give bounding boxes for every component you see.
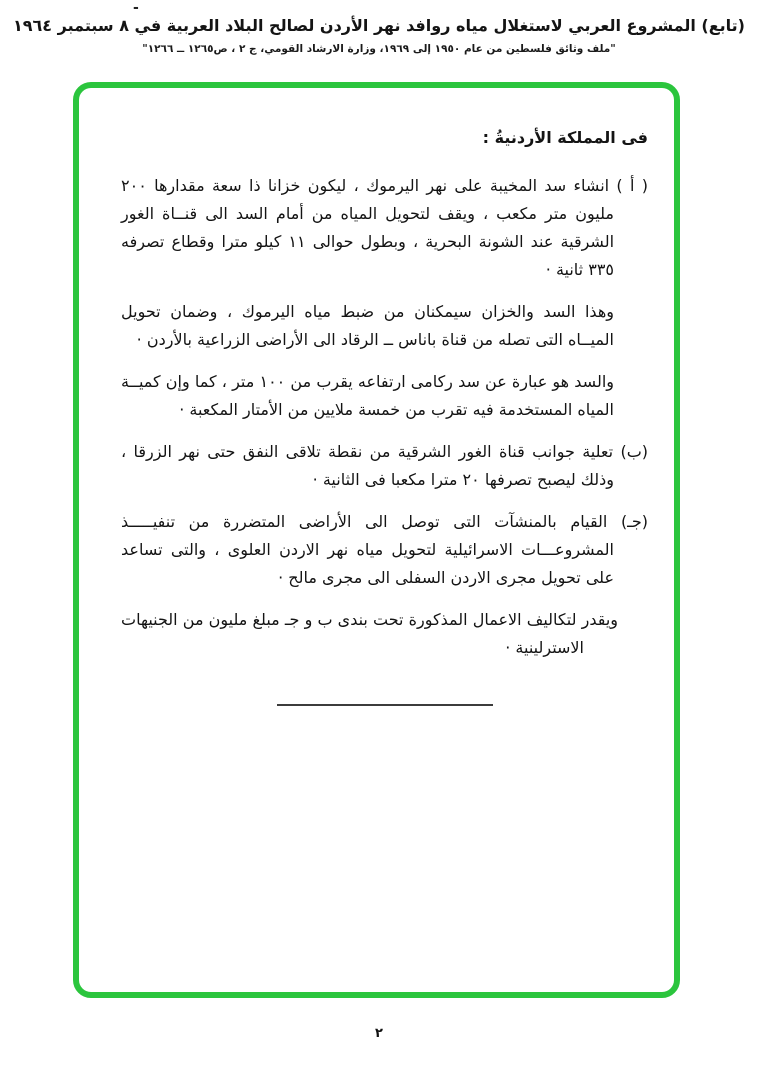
scan-artifact-dash: - — [133, 0, 139, 16]
document-title: (تابع) المشروع العربي لاستغلال مياه روافد نهر الأردن لصالح البلاد العربية في ٨ سبتمبر ١٩٦٤ — [13, 16, 745, 35]
paragraph-dam-description: والسد هو عبارة عن سد ركامى ارتفاعه يقرب من ١٠٠ متر ، كما وإن كميــة المياه المستخدمة فيه تقرب من خمسة ملايين من الأمتار المكعبة · — [121, 372, 614, 419]
document-header — [0, 14, 758, 55]
paragraph-dam-reservoir: وهذا السد والخزان سيمكنان من ضبط مياه اليرموك ، وضمان تحويل الميــاه التى تصله من قناة باناس ــ الرقاد الى الأراضى الزراعية بالأردن · — [121, 302, 614, 349]
paragraph-item-a: ( أ ) انشاء سد المخيبة على نهر اليرموك ، ليكون خزانا ذا سعة مقدارها ٢٠٠ مليون متر مكعب ، ويقف لتحويل المياه من أمام السد الى قنــاة الغور الشرقية عند الشونة البحرية ، وبطول حوالى ١١ كيلو مترا وقطاع تصرفه ٣٣٥ ثانية · — [121, 176, 648, 279]
page-number: ٢ — [375, 1026, 383, 1041]
divider-rule — [277, 704, 493, 706]
paragraph-item-c: (جـ) القيام بالمنشآت التى توصل الى الأراضى المتضررة من تنفيـــــذ المشروعـــات الاسرائيلية لتحويل مياه نهر الاردن العلوى ، والتى تساعد على تحويل مجرى الاردن السفلى الى مجرى مالح · — [121, 512, 648, 587]
document-source-citation: "ملف وثائق فلسطين من عام ١٩٥٠ إلى ١٩٦٩، وزارة الارشاد القومي، ج ٢ ، ص١٢٦٥ ــ ١٢٦٦" — [142, 43, 616, 55]
document-body — [79, 88, 674, 992]
section-heading: فى المملكة الأردنيةُ : — [482, 128, 648, 147]
paragraph-cost-estimate: ويقدر لتكاليف الاعمال المذكورة تحت بندى ب و جـ مبلغ مليون من الجنيهات الاسترلينية · — [121, 610, 618, 657]
green-border-frame — [73, 82, 680, 998]
paragraph-item-b: (ب) تعلية جوانب قناة الغور الشرقية من نقطة تلاقى النفق حتى نهر الزرقا ، وذلك ليصبح تصرفها ٢٠ مترا مكعبا فى الثانية · — [121, 442, 648, 489]
